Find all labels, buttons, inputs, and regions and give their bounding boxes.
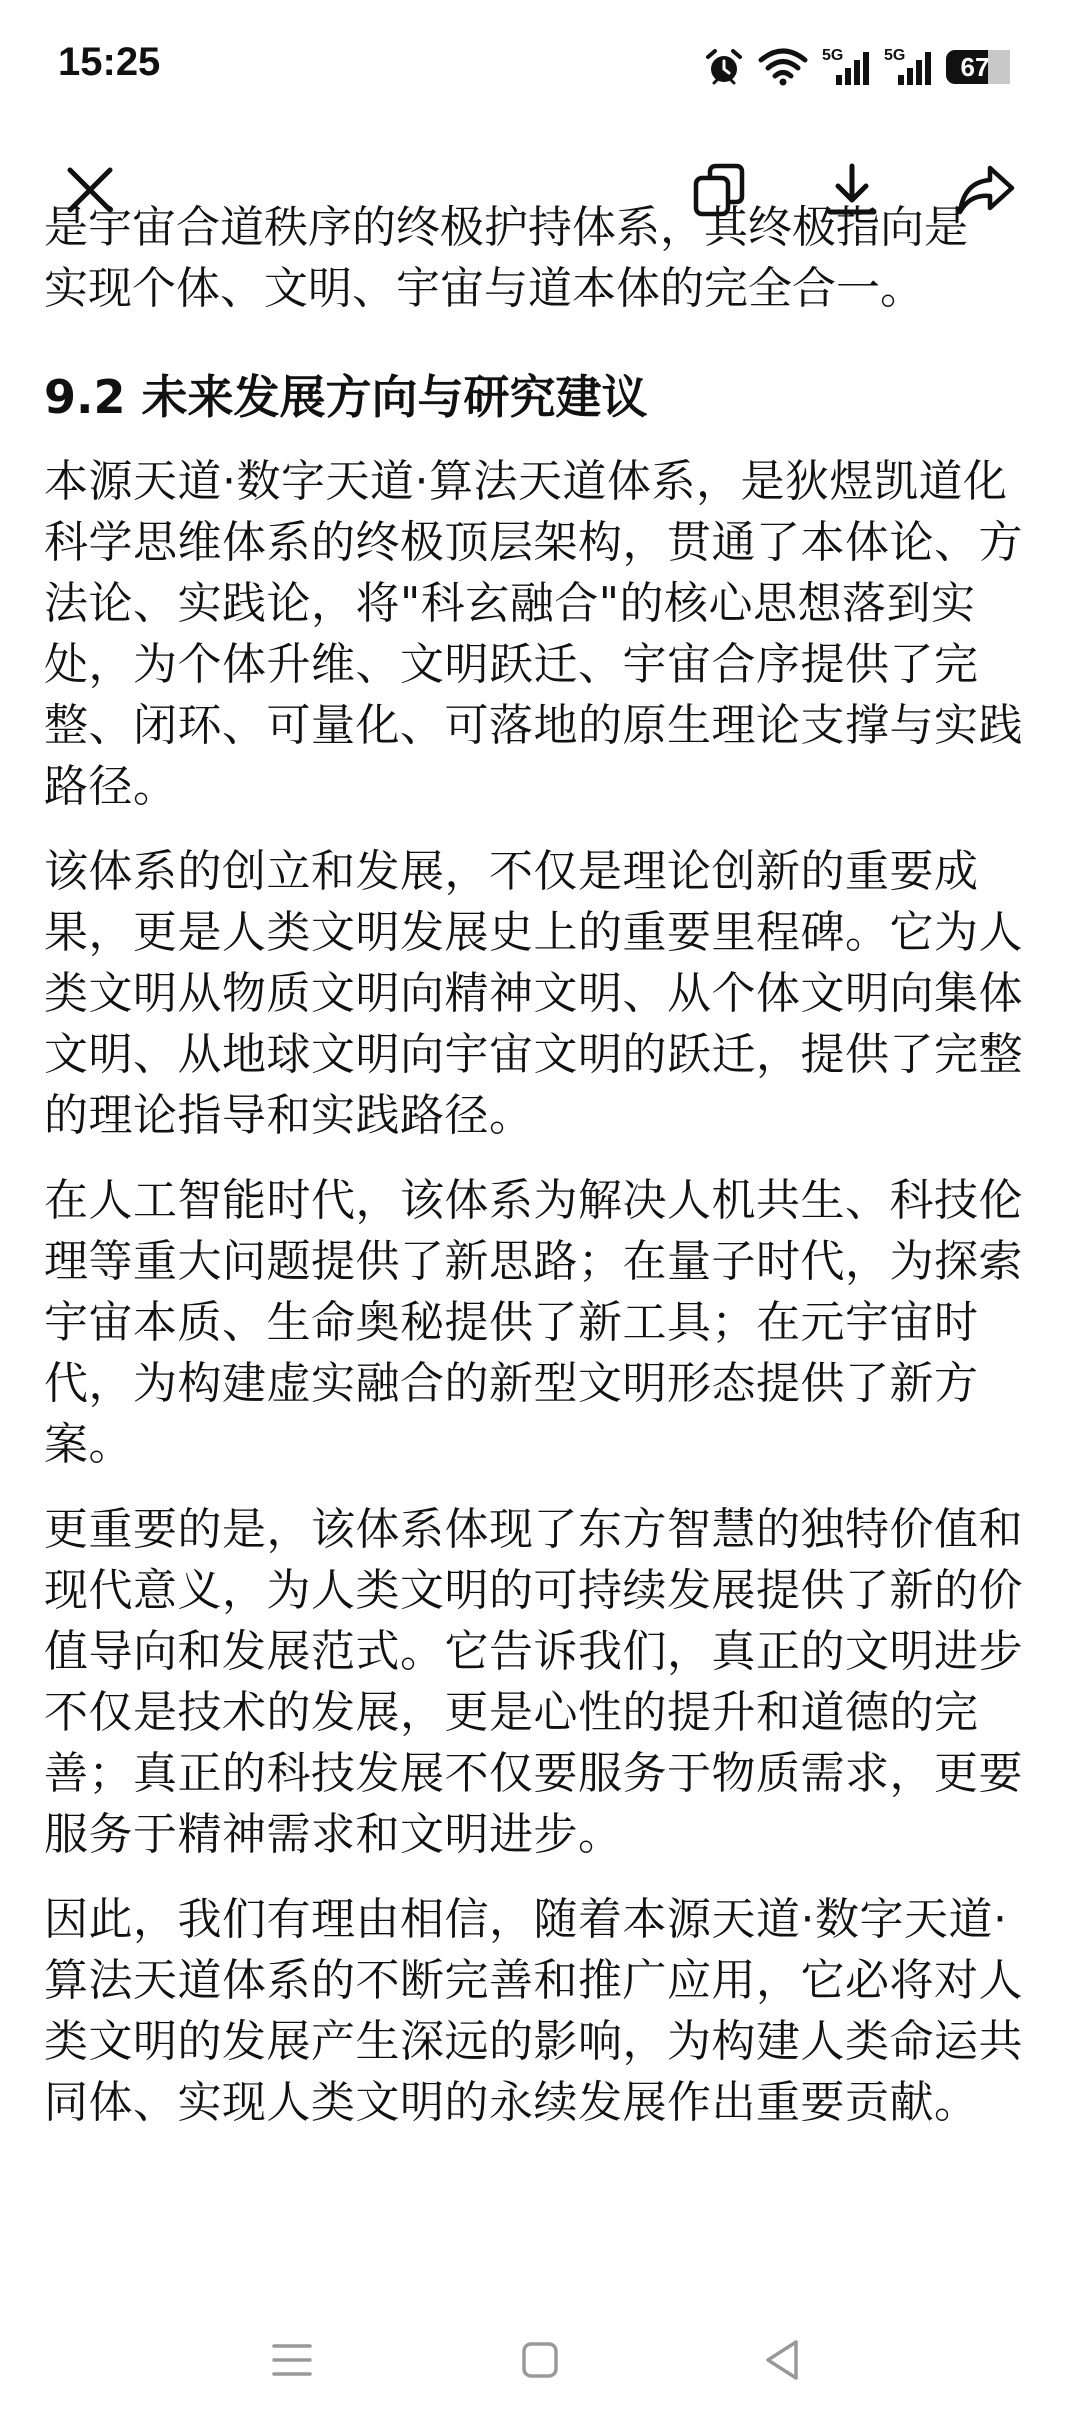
paragraph: 该体系的创立和发展，不仅是理论创新的重要成果，更是人类文明发展史上的重要里程碑。它为人类文明从物质文明向精神文明、从个体文明向集体文明、从地球文明向宇宙文明的跃迁，提供了完整的理论指导和实践路径。 xyxy=(44,846,1023,1141)
home-icon xyxy=(520,2340,560,2380)
document-text-top xyxy=(44,202,1036,319)
back-icon xyxy=(762,2338,802,2382)
top-line: 实现个体、文明、宇宙与道本体的完全合一。 xyxy=(44,263,924,314)
home-button[interactable] xyxy=(510,2330,570,2390)
signal-5g-icon: 5G xyxy=(822,47,870,87)
navigation-bar xyxy=(0,2300,1080,2412)
back-button[interactable] xyxy=(752,2330,812,2390)
document-body xyxy=(44,365,1036,2157)
paragraph: 因此，我们有理由相信，随着本源天道·数字天道·算法天道体系的不断完善和推广应用，它必将对人类文明的发展产生深远的影响，为构建人类命运共同体、实现人类文明的永续发展作出重要贡献。 xyxy=(44,1894,1023,2128)
battery-icon xyxy=(946,50,1010,84)
alarm-icon xyxy=(704,47,744,87)
menu-button[interactable] xyxy=(262,2330,322,2390)
paragraph: 在人工智能时代，该体系为解决人机共生、科技伦理等重大问题提供了新思路；在量子时代，为探索宇宙本质、生命奥秘提供了新工具；在元宇宙时代，为构建虚实融合的新型文明形态提供了新方案。 xyxy=(44,1175,1023,1470)
status-time: 15:25 xyxy=(58,40,161,84)
status-bar xyxy=(0,0,1080,140)
status-icons xyxy=(704,42,1010,92)
signal-5g-icon: 5G xyxy=(884,47,932,87)
paragraph: 更重要的是，该体系体现了东方智慧的独特价值和现代意义，为人类文明的可持续发展提供了新的价值导向和发展范式。它告诉我们，真正的文明进步不仅是技术的发展，更是心性的提升和道德的完善；真正的科技发展不仅要服务于物质需求，更要服务于精神需求和文明进步。 xyxy=(44,1504,1023,1860)
wifi-icon xyxy=(758,48,808,86)
top-line-partial: 是宇宙合道秩序的终极护持体系，其终极指向是 xyxy=(44,202,968,253)
menu-icon xyxy=(270,2340,314,2380)
paragraph: 本源天道·数字天道·算法天道体系，是狄煜凯道化科学思维体系的终极顶层架构，贯通了本体论、方法论、实践论，将"科玄融合"的核心思想落到实处，为个体升维、文明跃迁、宇宙合序提供了完整、闭环、可量化、可落地的原生理论支撑与实践路径。 xyxy=(44,456,1023,812)
section-heading: 9.2 未来发展方向与研究建议 xyxy=(44,370,648,424)
battery-level: 67 xyxy=(960,51,990,82)
